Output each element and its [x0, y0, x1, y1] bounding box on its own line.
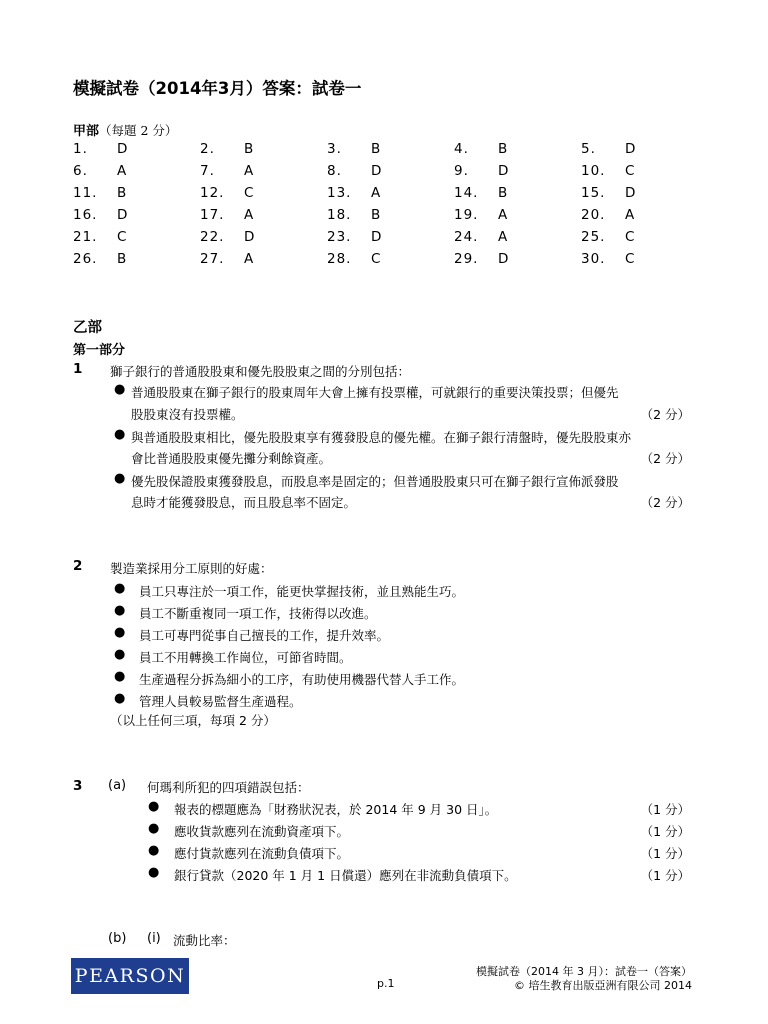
footer-copyright: © 培生教育出版亞洲有限公司 2014 — [514, 979, 692, 992]
mcq-answer: D — [117, 207, 128, 223]
question-2-stem: 製造業採用分工原則的好處： — [110, 561, 273, 576]
question-2-note: （以上任何三項，每項 2 分） — [110, 713, 276, 728]
mcq-number: 16. — [73, 207, 98, 223]
bullet-icon: ● — [114, 603, 126, 618]
mcq-number: 10. — [581, 163, 606, 179]
section-a-heading — [73, 120, 177, 139]
mcq-row — [73, 251, 693, 273]
mcq-answer: A — [117, 163, 127, 179]
q1-point-2-line-2: 會比普通股股東優先攤分剩餘資產。 — [131, 451, 332, 466]
q3-part-b-stem: 流動比率： — [173, 933, 236, 948]
mcq-answer: B — [498, 141, 508, 157]
q2-list-item: 員工不用轉換工作崗位，可節省時間。 — [139, 650, 352, 665]
mcq-number: 20. — [581, 207, 606, 223]
mcq-number: 18. — [327, 207, 352, 223]
q1-point-2-mark: （2 分） — [640, 451, 690, 466]
mcq-answer-grid — [73, 141, 693, 273]
mcq-answer: C — [625, 251, 635, 267]
mcq-number: 13. — [327, 185, 352, 201]
q3-error-item: 應收貨款應列在流動資產項下。 — [174, 824, 350, 839]
mcq-number: 8. — [327, 163, 342, 179]
bullet-icon: ● — [114, 382, 126, 397]
mcq-answer: B — [371, 207, 381, 223]
page-number: p.1 — [377, 977, 395, 990]
q1-point-1-line-2: 股股東沒有投票權。 — [131, 407, 244, 422]
question-1-stem: 獅子銀行的普通股股東和優先股股東之間的分別包括： — [110, 364, 411, 379]
mcq-answer: A — [498, 229, 508, 245]
section-a-label: 甲部 — [73, 124, 100, 139]
mcq-answer: B — [117, 185, 127, 201]
mcq-answer: A — [498, 207, 508, 223]
mcq-number: 7. — [200, 163, 215, 179]
q3-part-b-label: (b) — [108, 931, 127, 946]
mcq-number: 24. — [454, 229, 479, 245]
q3-error-item: 報表的標題應為「財務狀況表，於 2014 年 9 月 30 日」。 — [174, 802, 498, 817]
q2-list-item: 員工可專門從事自己擅長的工作，提升效率。 — [139, 628, 390, 643]
pearson-logo: PEARSON — [71, 958, 189, 994]
bullet-icon: ● — [114, 691, 126, 706]
q1-point-3-mark: （2 分） — [640, 495, 690, 510]
q2-list-item: 生產過程分拆為細小的工序，有助使用機器代替人手工作。 — [139, 672, 465, 687]
bullet-icon: ● — [148, 821, 160, 836]
mcq-number: 3. — [327, 141, 342, 157]
mcq-number: 12. — [200, 185, 225, 201]
mcq-row — [73, 163, 693, 185]
q3-error-mark: （1 分） — [640, 868, 690, 883]
question-1-number: 1 — [73, 361, 83, 377]
q1-point-3-line-1: 優先股保證股東獲發股息，而股息率是固定的；但普通股股東只可在獅子銀行宣佈派發股 — [131, 474, 619, 489]
mcq-row — [73, 185, 693, 207]
section-b-heading: 乙部 — [73, 320, 102, 336]
mcq-answer: A — [371, 185, 381, 201]
mcq-row — [73, 141, 693, 163]
mcq-number: 11. — [73, 185, 98, 201]
mcq-number: 29. — [454, 251, 479, 267]
question-2-number: 2 — [73, 558, 83, 574]
q2-list-item: 管理人員較易監督生產過程。 — [139, 694, 302, 709]
q3-error-item: 應付貨款應列在流動負債項下。 — [174, 846, 350, 861]
q3-error-mark: （1 分） — [640, 846, 690, 861]
mcq-answer: D — [371, 229, 382, 245]
mcq-answer: B — [244, 141, 254, 157]
mcq-answer: C — [625, 163, 635, 179]
mcq-row — [73, 207, 693, 229]
mcq-answer: A — [244, 251, 254, 267]
bullet-icon: ● — [114, 669, 126, 684]
mcq-answer: A — [625, 207, 635, 223]
mcq-answer: C — [371, 251, 381, 267]
mcq-number: 21. — [73, 229, 98, 245]
mcq-number: 15. — [581, 185, 606, 201]
mcq-number: 17. — [200, 207, 225, 223]
q1-point-1-mark: （2 分） — [640, 407, 690, 422]
mcq-answer: A — [244, 207, 254, 223]
mcq-answer: D — [625, 185, 636, 201]
mcq-answer: D — [117, 141, 128, 157]
mcq-number: 14. — [454, 185, 479, 201]
mcq-answer: D — [244, 229, 255, 245]
mcq-answer: C — [244, 185, 254, 201]
q1-point-3-line-2: 息時才能獲發股息，而且股息率不固定。 — [131, 495, 357, 510]
bullet-icon: ● — [148, 865, 160, 880]
mcq-number: 30. — [581, 251, 606, 267]
mcq-number: 28. — [327, 251, 352, 267]
footer-exam-title: 模擬試卷（2014 年 3 月）：試卷一（答案） — [476, 965, 692, 978]
mcq-answer: D — [625, 141, 636, 157]
bullet-icon: ● — [148, 843, 160, 858]
mcq-number: 9. — [454, 163, 469, 179]
mcq-number: 25. — [581, 229, 606, 245]
mcq-answer: B — [371, 141, 381, 157]
mcq-number: 2. — [200, 141, 215, 157]
mcq-answer: D — [498, 163, 509, 179]
q1-point-2-line-1: 與普通股股東相比，優先股股東享有獲發股息的優先權。在獅子銀行清盤時，優先股股東亦 — [131, 430, 632, 445]
part-one-heading: 第一部分 — [73, 343, 126, 358]
q3-part-a-stem: 何瑪利所犯的四項錯誤包括： — [147, 780, 310, 795]
mcq-answer: D — [498, 251, 509, 267]
mcq-number: 4. — [454, 141, 469, 157]
mcq-answer: A — [244, 163, 254, 179]
mcq-number: 27. — [200, 251, 225, 267]
mcq-number: 22. — [200, 229, 225, 245]
mcq-answer: D — [371, 163, 382, 179]
bullet-icon: ● — [114, 471, 126, 486]
q3-error-mark: （1 分） — [640, 802, 690, 817]
mcq-answer: B — [117, 251, 127, 267]
q1-point-1-line-1: 普通股股東在獅子銀行的股東周年大會上擁有投票權，可就銀行的重要決策投票；但優先 — [131, 385, 619, 400]
mcq-number: 26. — [73, 251, 98, 267]
q2-list-item: 員工只專注於一項工作，能更快掌握技術，並且熟能生巧。 — [139, 584, 465, 599]
q2-list-item: 員工不斷重複同一項工作，技術得以改進。 — [139, 606, 377, 621]
mcq-number: 1. — [73, 141, 88, 157]
page-title: 模擬試卷（2014年3月）答案：試卷一 — [73, 79, 362, 98]
q3-part-a-label: (a) — [108, 778, 127, 793]
mcq-number: 6. — [73, 163, 88, 179]
mcq-row — [73, 229, 693, 251]
q3-error-mark: （1 分） — [640, 824, 690, 839]
mcq-answer: C — [117, 229, 127, 245]
mcq-answer: B — [498, 185, 508, 201]
bullet-icon: ● — [114, 625, 126, 640]
bullet-icon: ● — [114, 581, 126, 596]
mcq-number: 19. — [454, 207, 479, 223]
bullet-icon: ● — [114, 427, 126, 442]
mcq-answer: C — [625, 229, 635, 245]
question-3-number: 3 — [73, 778, 83, 794]
bullet-icon: ● — [148, 799, 160, 814]
q3-error-item: 銀行貸款（2020 年 1 月 1 日償還）應列在非流動負債項下。 — [174, 868, 517, 883]
bullet-icon: ● — [114, 647, 126, 662]
section-a-points: （每題 2 分） — [99, 123, 178, 138]
q3-part-b-i-label: (i) — [147, 931, 161, 946]
mcq-number: 5. — [581, 141, 596, 157]
mcq-number: 23. — [327, 229, 352, 245]
